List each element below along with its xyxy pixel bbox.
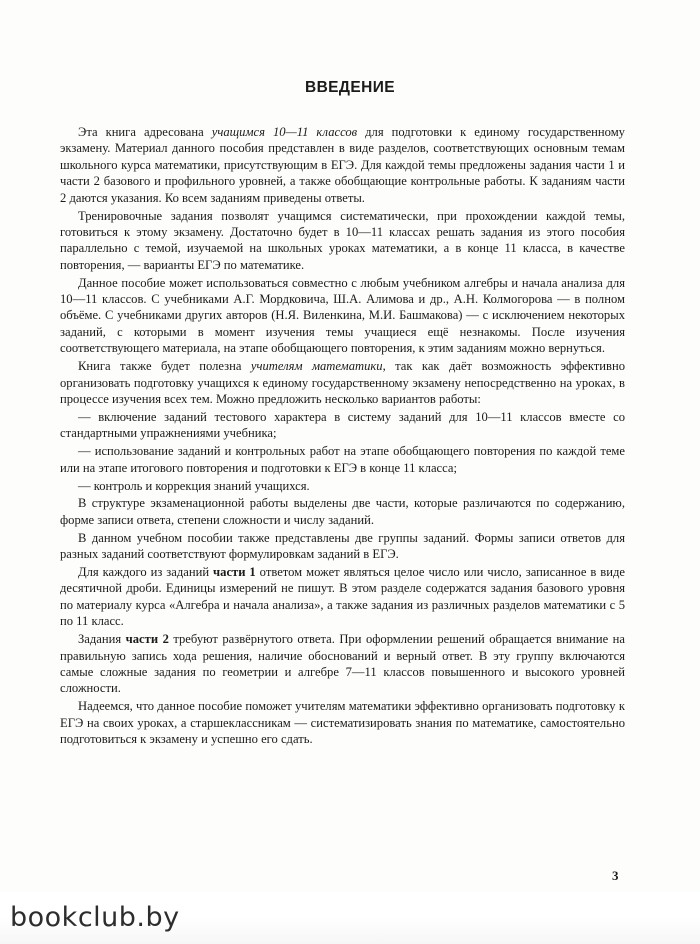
text-run: требуют развёрнутого ответа. При оформлении решений обращается внимание на правильную запись хода решения, наличие обоснований и верный ответ. В эту группу включаются самые сложные задания по геометрии и алгебре 7—11 классов повышенного и высокого уровней сложности. (60, 632, 625, 696)
watermark-logo: bookclub.by (10, 902, 180, 933)
text-run: Для каждого из заданий (78, 565, 214, 580)
italic-run: учащимся 10—11 классов (211, 125, 358, 139)
bold-run: части 1 (213, 565, 256, 580)
text-run: Надеемся, что данное пособие поможет учителям математики эффективно организовать подготовку к ЕГЭ на своих уроках, а старшеклассникам — систематизировать знания по математике, самостоятельно подготовиться к экзамену и успешно его сдать. (60, 699, 625, 747)
page-title: ВВЕДЕНИЕ (305, 79, 395, 96)
text-run: Тренировочные задания позволят учащимся систематически, при прохождении каждой темы, готовиться к этому экзамену. Достаточно будет в 10—11 классах решать задания из этого пособия параллельно с темой, изучаемой на школьных уроках математики, а в конце 11 класса, в качестве повторения, — варианты ЕГЭ по математике. (60, 208, 625, 272)
text-run: , так как даёт возможность эффективно организовать подготовку учащихся к единому государственному экзамену непосредственно на уроках, в процессе изучения всех тем. Можно предложить несколько вариантов работы: (60, 359, 625, 406)
paragraph (60, 495, 625, 528)
paragraph (60, 698, 625, 747)
text-run: — включение заданий тестового характера в систему заданий для 10—11 классов вместе со стандартными упражнениями учебника; (60, 409, 625, 441)
page-body (60, 124, 625, 749)
paragraph (60, 631, 625, 697)
paragraph (60, 564, 625, 630)
text-run: Эта книга адресована (78, 125, 212, 139)
text-run: В структуре экзаменационной работы выделены две части, которые различаются по содержанию, форме записи ответа, степени сложности и числу заданий. (60, 496, 625, 527)
list-item (60, 443, 625, 476)
list-item (60, 409, 625, 442)
text-run: Задания (78, 632, 126, 647)
text-run: для подготовки к единому государственному экзамену. Материал данного пособия представлен в виде разделов, соответствующих основным темам школьного курса математики, присутствующим в ЕГЭ. Для каждой темы предложены задания части 1 и части 2 базового и профильного уровней, а также обобщающие контрольные работы. К заданиям части 2 даются указания. Ко всем заданиям приведены ответы. (60, 125, 625, 205)
paragraph (60, 358, 625, 407)
paragraph (60, 124, 625, 206)
bold-run: части 2 (125, 632, 169, 647)
text-run: В данном учебном пособии также представлены две группы заданий. Формы записи ответов для разных заданий соответствуют формулировкам заданий в ЕГЭ. (60, 530, 625, 562)
italic-run: учителям математики (250, 359, 383, 374)
text-run: Данное пособие может использоваться совместно с любым учебником алгебры и начала анализа для 10—11 классов. С учебниками А.Г. Мордковича, Ш.А. Алимова и др., А.Н. Колмогорова — в полном объёме. С учебниками других авторов (Н.Я. Виленкина, М.И. Башмакова) — с исключением некоторых заданий, с которыми в момент изучения темы учащиеся ещё незнакомы. После изучения соответствующего материала, на этапе обобщающего повторения, к этим заданиям можно вернуться. (60, 275, 625, 356)
page-number: 3 (612, 868, 619, 883)
text-run: — контроль и коррекция знаний учащихся. (78, 478, 310, 493)
paragraph (60, 530, 625, 563)
paragraph (60, 275, 625, 357)
paragraph (60, 208, 625, 274)
text-run: ответом может являться целое число или число, записанное в виде десятичной дроби. Единицы измерений не пишут. В этом разделе содержатся задания базового уровня по материалу курса «Алгебра и начала анализа», а также задания из различных разделов математики с 5 по 11 класс. (60, 565, 625, 629)
list-item (60, 478, 625, 494)
text-run: — использование заданий и контрольных работ на этапе обобщающего повторения по каждой теме или на этапе итогового повторения и подготовки к ЕГЭ в конце 11 класса; (60, 444, 625, 475)
text-run: Книга также будет полезна (78, 359, 251, 374)
